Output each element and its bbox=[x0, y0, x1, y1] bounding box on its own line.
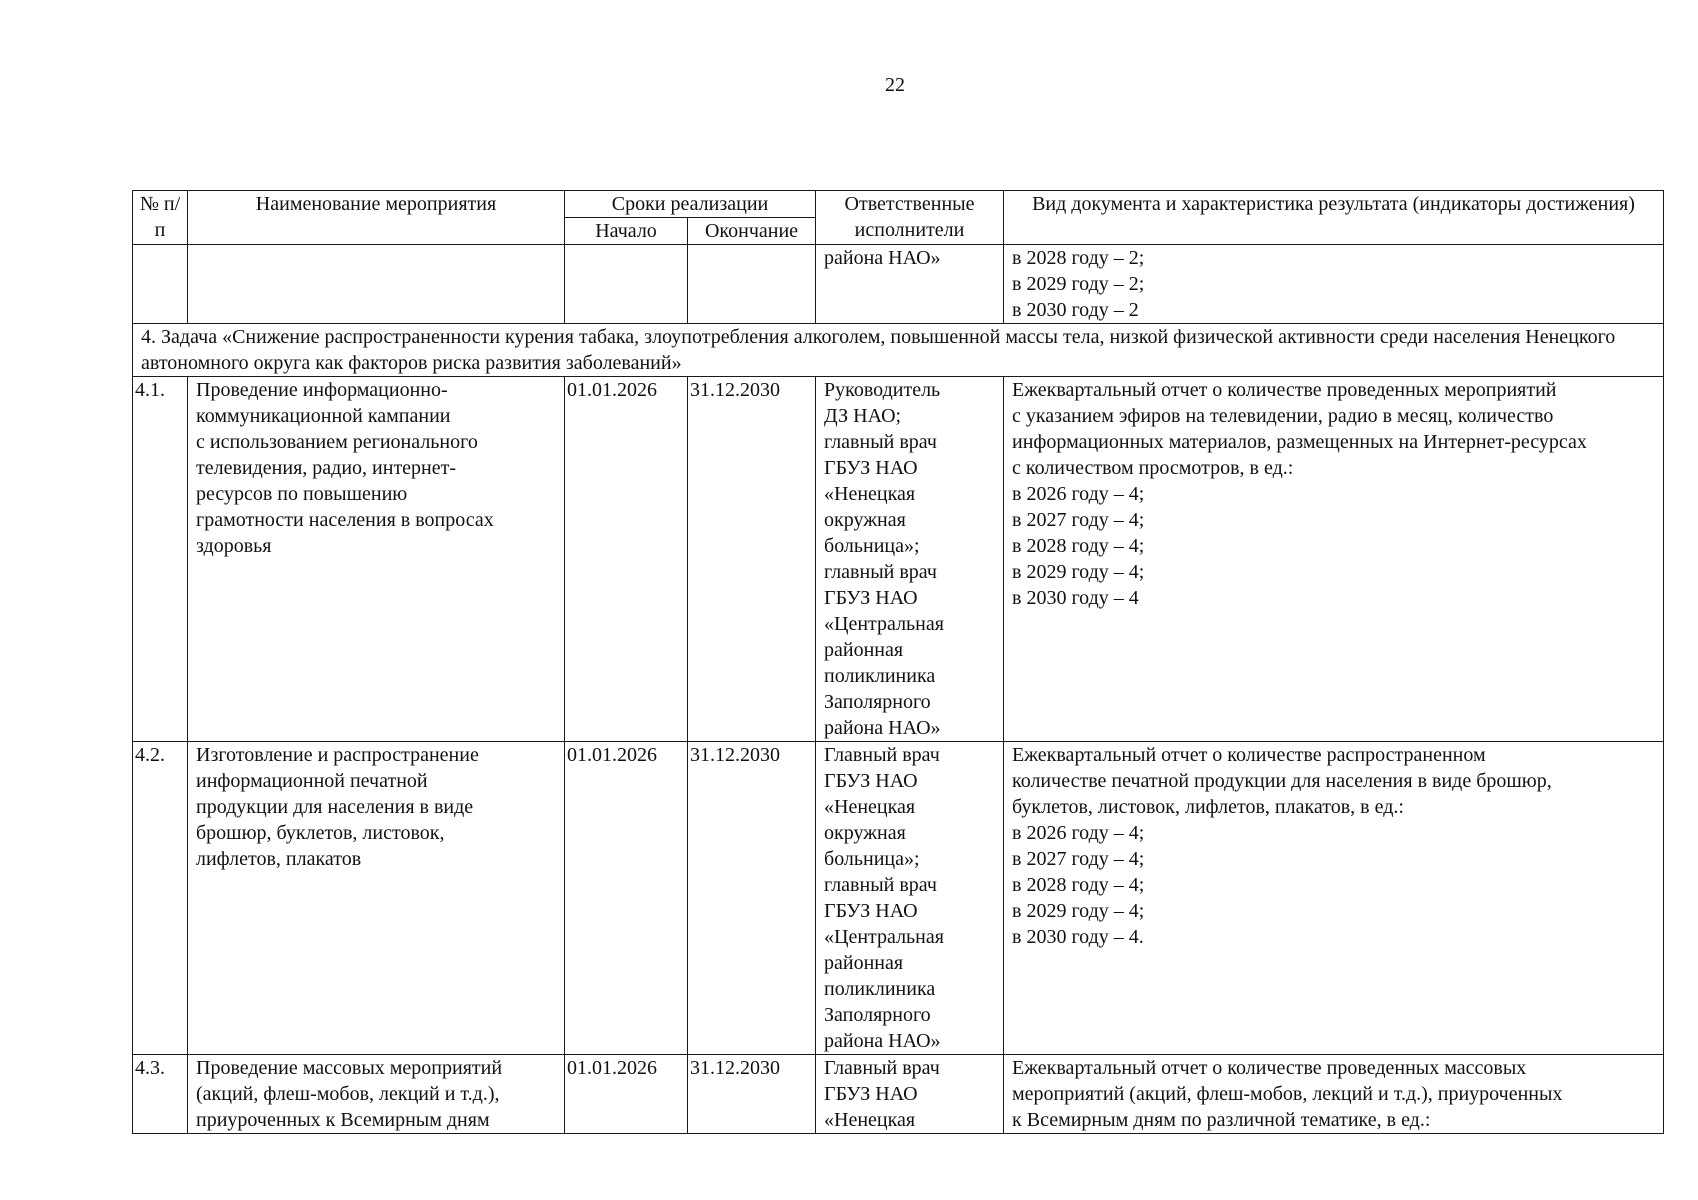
start-date: 01.01.2026 bbox=[565, 377, 688, 742]
result-description bbox=[1004, 1055, 1664, 1134]
result-line: в 2029 году – 4; bbox=[1012, 561, 1145, 583]
activity-name-line: лифлетов, плакатов bbox=[196, 848, 362, 870]
result-line: в 2027 году – 4; bbox=[1012, 509, 1145, 531]
responsible-line: «Ненецкая bbox=[824, 796, 916, 818]
start-date: 01.01.2026 bbox=[565, 1055, 688, 1134]
responsible-line: главный врач bbox=[824, 561, 937, 583]
task-row bbox=[133, 324, 1664, 377]
activities-table bbox=[132, 190, 1664, 1134]
header-period: Сроки реализации bbox=[565, 191, 816, 218]
activity-name-line: телевидения, радио, интернет- bbox=[196, 457, 457, 479]
responsible-line: района НАО» bbox=[824, 717, 941, 739]
activity-name-line: Проведение массовых мероприятий bbox=[196, 1057, 503, 1079]
responsible-executors bbox=[816, 377, 1004, 742]
result-line: количестве печатной продукции для населения в виде брошюр, bbox=[1012, 770, 1552, 792]
activity-name-line: Изготовление и распространение bbox=[196, 744, 479, 766]
responsible-line: Главный врач bbox=[824, 1057, 940, 1079]
continuation-row bbox=[133, 245, 1664, 324]
responsible-line: главный врач bbox=[824, 431, 937, 453]
row-number: 4.1. bbox=[133, 377, 188, 742]
table-body bbox=[133, 245, 1664, 1134]
result-line: в 2028 году – 4; bbox=[1012, 535, 1145, 557]
result-line: к Всемирным дням по различной тематике, в ед.: bbox=[1012, 1109, 1431, 1131]
activity-name-line: (акций, флеш-мобов, лекций и т.д.), bbox=[196, 1083, 500, 1105]
responsible-executors bbox=[816, 742, 1004, 1055]
result-description bbox=[1004, 742, 1664, 1055]
start-date: 01.01.2026 bbox=[565, 742, 688, 1055]
result-line: в 2030 году – 4 bbox=[1012, 587, 1139, 609]
responsible-line: больница»; bbox=[824, 535, 920, 557]
table-row bbox=[133, 377, 1664, 742]
activity-name-line: Проведение информационно- bbox=[196, 379, 448, 401]
continuation-name bbox=[188, 245, 565, 324]
continuation-result bbox=[1004, 245, 1664, 324]
result-line: с количеством просмотров, в ед.: bbox=[1012, 457, 1294, 479]
result-line: в 2030 году – 4. bbox=[1012, 926, 1144, 948]
task-title: 4. Задача «Снижение распространенности курения табака, злоупотребления алкоголем, повышенной массы тела, низкой физической активности среди населения Ненецкого автономного округа как факторов риска развития заболеваний» bbox=[133, 324, 1664, 377]
result-line: в 2027 году – 4; bbox=[1012, 848, 1145, 870]
continuation-start bbox=[565, 245, 688, 324]
header-num: № п/п bbox=[133, 191, 188, 245]
responsible-line: Руководитель bbox=[824, 379, 941, 401]
header-responsible: Ответственные исполнители bbox=[816, 191, 1004, 245]
responsible-line: Заполярного bbox=[824, 1004, 931, 1026]
responsible-line: районная bbox=[824, 639, 904, 661]
continuation-responsible bbox=[816, 245, 1004, 324]
activity-name bbox=[188, 742, 565, 1055]
responsible-line: ГБУЗ НАО bbox=[824, 900, 918, 922]
responsible-line: Заполярного bbox=[824, 691, 931, 713]
result-line: Ежеквартальный отчет о количестве проведенных массовых bbox=[1012, 1057, 1527, 1079]
result-line: в 2026 году – 4; bbox=[1012, 483, 1145, 505]
responsible-line: «Центральная bbox=[824, 613, 944, 635]
responsible-line: поликлиника bbox=[824, 978, 936, 1000]
result-line: Ежеквартальный отчет о количестве распространенном bbox=[1012, 744, 1486, 766]
responsible-line: окружная bbox=[824, 822, 906, 844]
responsible-line: ДЗ НАО; bbox=[824, 405, 902, 427]
activity-name-line: информационной печатной bbox=[196, 770, 428, 792]
responsible-line: Главный врач bbox=[824, 744, 940, 766]
responsible-line: поликлиника bbox=[824, 665, 936, 687]
result-line: в 2029 году – 4; bbox=[1012, 900, 1145, 922]
responsible-line: «Ненецкая bbox=[824, 483, 916, 505]
result-line: в 2029 году – 2; bbox=[1012, 273, 1145, 295]
activity-name-line: продукции для населения в виде bbox=[196, 796, 474, 818]
result-line: в 2028 году – 4; bbox=[1012, 874, 1145, 896]
result-line: информационных материалов, размещенных на Интернет-ресурсах bbox=[1012, 431, 1587, 453]
result-description bbox=[1004, 377, 1664, 742]
result-line: в 2028 году – 2; bbox=[1012, 247, 1145, 269]
table-header bbox=[133, 191, 1664, 245]
page-number: 22 bbox=[885, 74, 905, 96]
activity-name-line: ресурсов по повышению bbox=[196, 483, 408, 505]
responsible-executors bbox=[816, 1055, 1004, 1134]
table-row bbox=[133, 1055, 1664, 1134]
end-date: 31.12.2030 bbox=[688, 377, 816, 742]
activity-name-line: здоровья bbox=[196, 535, 272, 557]
responsible-line: окружная bbox=[824, 509, 906, 531]
result-line: в 2030 году – 2 bbox=[1012, 299, 1139, 321]
header-start: Начало bbox=[565, 218, 688, 245]
responsible-line: главный врач bbox=[824, 874, 937, 896]
responsible-line: района НАО» bbox=[824, 1030, 941, 1052]
table-row bbox=[133, 742, 1664, 1055]
row-number: 4.2. bbox=[133, 742, 188, 1055]
responsible-line: ГБУЗ НАО bbox=[824, 770, 918, 792]
activity-name-line: брошюр, буклетов, листовок, bbox=[196, 822, 445, 844]
end-date: 31.12.2030 bbox=[688, 1055, 816, 1134]
activity-name bbox=[188, 1055, 565, 1134]
result-line: в 2026 году – 4; bbox=[1012, 822, 1145, 844]
responsible-line: района НАО» bbox=[824, 247, 941, 269]
header-name: Наименование мероприятия bbox=[188, 191, 565, 245]
result-line: Ежеквартальный отчет о количестве проведенных мероприятий bbox=[1012, 379, 1557, 401]
result-line: буклетов, листовок, лифлетов, плакатов, в ед.: bbox=[1012, 796, 1404, 818]
activity-name-line: с использованием регионального bbox=[196, 431, 478, 453]
responsible-line: ГБУЗ НАО bbox=[824, 587, 918, 609]
continuation-end bbox=[688, 245, 816, 324]
continuation-num bbox=[133, 245, 188, 324]
responsible-line: ГБУЗ НАО bbox=[824, 457, 918, 479]
responsible-line: «Ненецкая bbox=[824, 1109, 916, 1131]
responsible-line: ГБУЗ НАО bbox=[824, 1083, 918, 1105]
responsible-line: больница»; bbox=[824, 848, 920, 870]
header-result: Вид документа и характеристика результата (индикаторы достижения) bbox=[1004, 191, 1664, 245]
activity-name-line: приуроченных к Всемирным дням bbox=[196, 1109, 490, 1131]
end-date: 31.12.2030 bbox=[688, 742, 816, 1055]
activity-name bbox=[188, 377, 565, 742]
row-number: 4.3. bbox=[133, 1055, 188, 1134]
header-end: Окончание bbox=[688, 218, 816, 245]
responsible-line: «Центральная bbox=[824, 926, 944, 948]
activity-name-line: грамотности населения в вопросах bbox=[196, 509, 494, 531]
activity-name-line: коммуникационной кампании bbox=[196, 405, 451, 427]
result-line: с указанием эфиров на телевидении, радио в месяц, количество bbox=[1012, 405, 1554, 427]
responsible-line: районная bbox=[824, 952, 904, 974]
result-line: мероприятий (акций, флеш-мобов, лекций и т.д.), приуроченных bbox=[1012, 1083, 1563, 1105]
